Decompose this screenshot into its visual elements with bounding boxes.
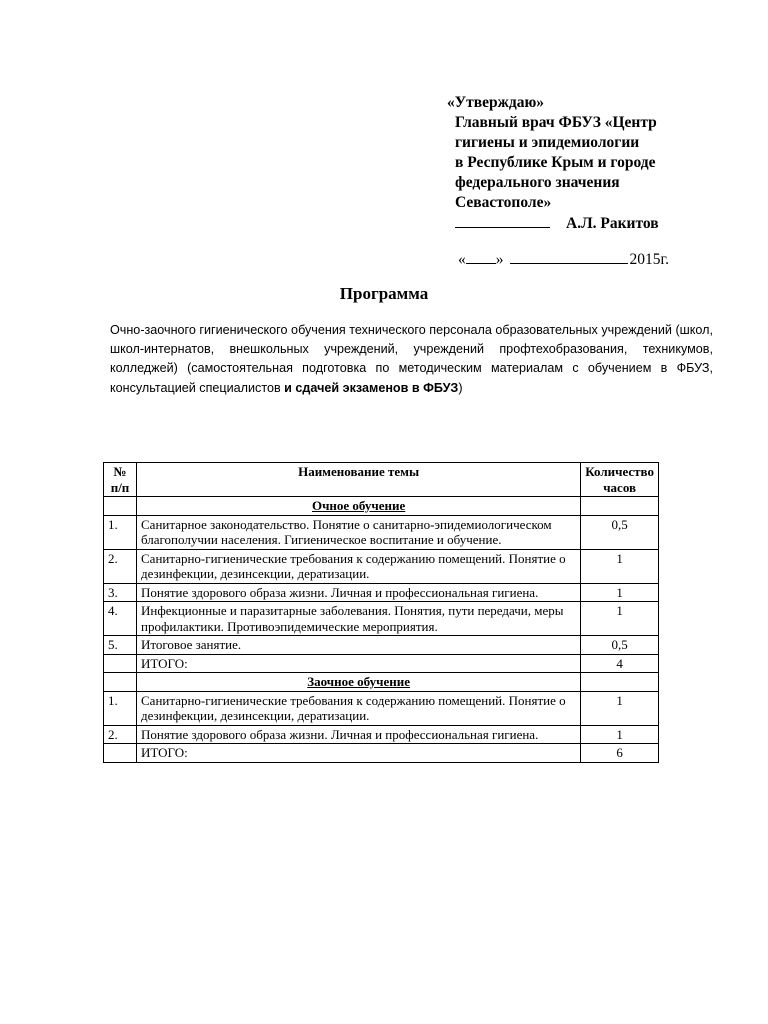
row-num: 3. <box>104 583 137 602</box>
row-topic: Санитарно-гигиенические требования к содержанию помещений. Понятие о дезинфекции, дезинсекции, дератизации. <box>137 549 581 583</box>
program-table <box>103 462 659 763</box>
approval-line-5: Севастополе» <box>455 194 552 211</box>
row-topic: Понятие здорового образа жизни. Личная и профессиональная гигиена. <box>137 583 581 602</box>
row-num: 2. <box>104 549 137 583</box>
row-qty: 0,5 <box>581 636 659 655</box>
header-topic: Наименование темы <box>137 463 581 497</box>
program-description <box>110 321 713 398</box>
header-qty: Количество часов <box>581 463 659 497</box>
row-qty: 1 <box>581 549 659 583</box>
approval-line-3: в Республике Крым и городе <box>455 154 656 171</box>
row-topic: Санитарное законодательство. Понятие о санитарно-эпидемиологическом благополучии населения. Гигиеническое воспитание и обучение. <box>137 515 581 549</box>
section-num-cell <box>104 673 137 692</box>
row-num: 4. <box>104 602 137 636</box>
row-qty: 4 <box>581 654 659 673</box>
table-body <box>104 497 659 763</box>
table-row <box>104 602 659 636</box>
row-num: 2. <box>104 725 137 744</box>
signature-blank <box>455 213 550 228</box>
row-num: 1. <box>104 691 137 725</box>
row-qty: 1 <box>581 602 659 636</box>
approval-line-2: гигиены и эпидемиологии <box>455 134 640 151</box>
approval-heading: «Утверждаю» <box>447 94 545 111</box>
description-end: ) <box>458 380 463 395</box>
date-year: 2015г. <box>629 251 669 268</box>
row-qty: 0,5 <box>581 515 659 549</box>
date-quote-close: » <box>495 251 504 268</box>
approval-block <box>447 93 659 234</box>
description-text: Очно-заочного гигиенического обучения технического персонала образовательных учреждений (школ, школ-интернатов, внешкольных учреждений, учреждений профтехобразования, техникумов, колледжей) (самостоятельная подготовка по методическим материалам с обучением в ФБУЗ, консультацией специалистов <box>110 323 713 395</box>
page-title: Программа <box>339 284 429 303</box>
table-row <box>104 549 659 583</box>
table-row <box>104 654 659 673</box>
section-row <box>104 497 659 516</box>
section-num-cell <box>104 497 137 516</box>
section-row <box>104 673 659 692</box>
approval-line-4: федерального значения <box>455 174 620 191</box>
row-qty: 1 <box>581 583 659 602</box>
table-row <box>104 691 659 725</box>
signature-row <box>447 213 659 234</box>
table-row <box>104 515 659 549</box>
row-num <box>104 654 137 673</box>
month-blank <box>510 249 628 264</box>
section-title: Заочное обучение <box>137 673 581 692</box>
row-qty: 6 <box>581 744 659 763</box>
table-header-row <box>104 463 659 497</box>
section-qty-cell <box>581 673 659 692</box>
row-num <box>104 744 137 763</box>
row-qty: 1 <box>581 691 659 725</box>
row-num: 1. <box>104 515 137 549</box>
day-blank <box>466 249 496 264</box>
header-num: № п/п <box>104 463 137 497</box>
section-title: Очное обучение <box>137 497 581 516</box>
row-topic: ИТОГО: <box>137 744 581 763</box>
signer-name: А.Л. Ракитов <box>566 215 659 232</box>
row-topic: Понятие здорового образа жизни. Личная и профессиональная гигиена. <box>137 725 581 744</box>
table-row <box>104 725 659 744</box>
table-row <box>104 583 659 602</box>
row-topic: Санитарно-гигиенические требования к содержанию помещений. Понятие о дезинфекции, дезинсекции, дератизации. <box>137 691 581 725</box>
approval-line-1: Главный врач ФБУЗ «Центр <box>455 114 657 131</box>
row-topic: Итоговое занятие. <box>137 636 581 655</box>
table-row <box>104 744 659 763</box>
row-qty: 1 <box>581 725 659 744</box>
approval-date <box>458 249 669 269</box>
date-quote-open: « <box>458 251 466 268</box>
table-row <box>104 636 659 655</box>
description-bold: и сдачей экзаменов в ФБУЗ <box>284 380 459 395</box>
row-num: 5. <box>104 636 137 655</box>
section-qty-cell <box>581 497 659 516</box>
row-topic: Инфекционные и паразитарные заболевания. Понятия, пути передачи, меры профилактики. Противоэпидемические мероприятия. <box>137 602 581 636</box>
row-topic: ИТОГО: <box>137 654 581 673</box>
